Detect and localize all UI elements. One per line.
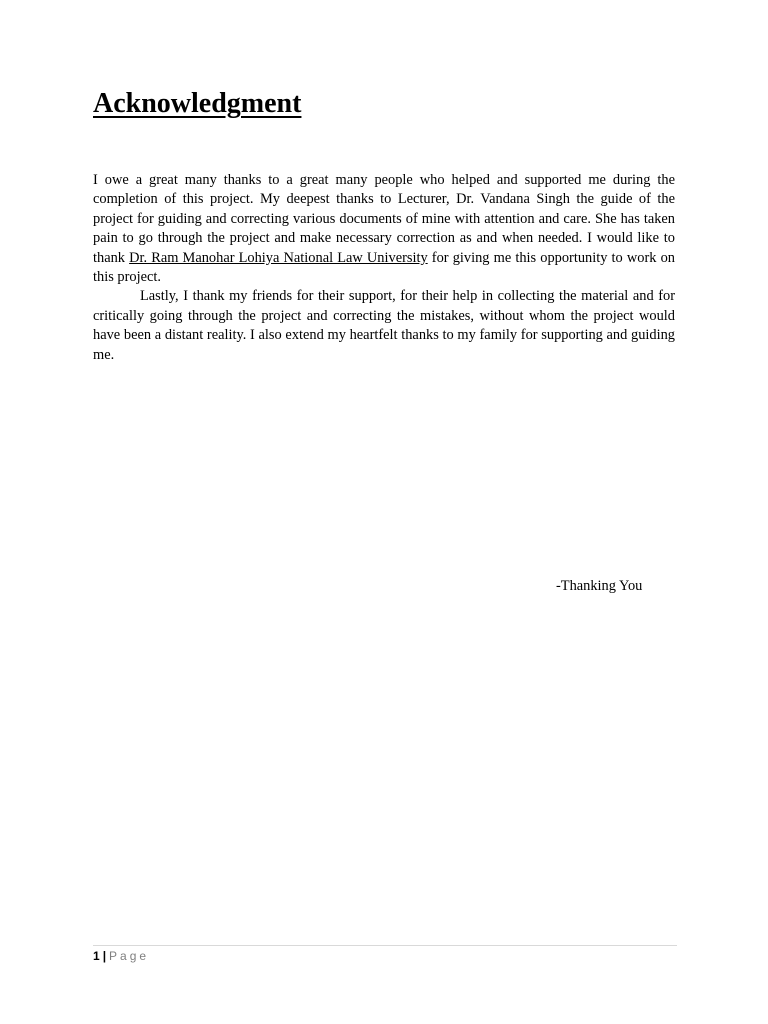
acknowledgment-body bbox=[93, 171, 675, 365]
university-link[interactable]: Dr. Ram Manohar Lohiya National Law University bbox=[129, 249, 428, 266]
page-number: 1 bbox=[93, 949, 100, 963]
closing-signoff: -Thanking You bbox=[556, 578, 643, 594]
paragraph-first-text: I owe a great many thanks to a great many people who helped and supported me during the completion of this project. My deepest thanks to Lecturer, Dr. Vandana Singh the guide of the project for guiding and correcting various documents of mine with attention and care. She has taken pain to go through the project and make necessary correction as and when needed. I would like to thank bbox=[93, 172, 675, 266]
footer-divider bbox=[93, 945, 677, 946]
page-label: Page bbox=[109, 949, 150, 963]
footer-separator: | bbox=[102, 949, 107, 963]
paragraph-first bbox=[93, 171, 675, 287]
paragraph-second: Lastly, I thank my friends for their support, for their help in collecting the material and for critically going through the project and correcting the mistakes, without whom the project would have been a distant reality. I also extend my heartfelt thanks to my family for supporting and guiding me. bbox=[93, 288, 675, 363]
page-title: Acknowledgment bbox=[93, 88, 302, 119]
page-footer bbox=[93, 948, 149, 964]
paragraph-first-tail: for giving me this opportunity to work on this project. bbox=[93, 249, 675, 286]
